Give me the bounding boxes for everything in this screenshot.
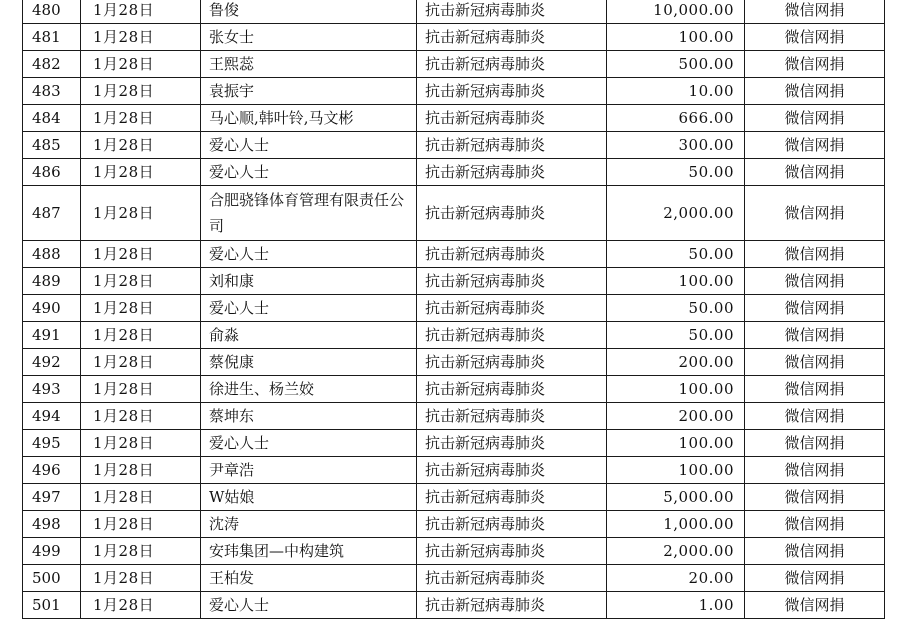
donation-method: 微信网捐	[745, 78, 885, 105]
donor-name: 王柏发	[201, 565, 417, 592]
donation-amount: 1.00	[607, 592, 745, 619]
table-row	[23, 349, 885, 376]
donation-method: 微信网捐	[745, 268, 885, 295]
donor-name: 蔡倪康	[201, 349, 417, 376]
donation-date: 1月28日	[81, 0, 201, 24]
donor-name: 爱心人士	[201, 159, 417, 186]
table-row	[23, 159, 885, 186]
row-number: 488	[23, 241, 81, 268]
table-row	[23, 511, 885, 538]
donation-date: 1月28日	[81, 457, 201, 484]
row-number: 481	[23, 24, 81, 51]
donation-purpose: 抗击新冠病毒肺炎	[417, 24, 607, 51]
table-row	[23, 484, 885, 511]
donation-method: 微信网捐	[745, 241, 885, 268]
donor-name: 刘和康	[201, 268, 417, 295]
row-number: 490	[23, 295, 81, 322]
donor-name: 徐进生、杨兰姣	[201, 376, 417, 403]
row-number: 496	[23, 457, 81, 484]
donation-date: 1月28日	[81, 403, 201, 430]
row-number: 480	[23, 0, 81, 24]
donation-method: 微信网捐	[745, 376, 885, 403]
row-number: 483	[23, 78, 81, 105]
row-number: 499	[23, 538, 81, 565]
table-row	[23, 457, 885, 484]
donation-date: 1月28日	[81, 268, 201, 295]
donation-amount: 500.00	[607, 51, 745, 78]
donation-amount: 50.00	[607, 295, 745, 322]
row-number: 492	[23, 349, 81, 376]
row-number: 501	[23, 592, 81, 619]
donation-purpose: 抗击新冠病毒肺炎	[417, 186, 607, 241]
row-number: 491	[23, 322, 81, 349]
donor-name: 合肥骁锋体育管理有限责任公司	[201, 186, 417, 241]
row-number: 486	[23, 159, 81, 186]
row-number: 493	[23, 376, 81, 403]
donation-purpose: 抗击新冠病毒肺炎	[417, 484, 607, 511]
table-row	[23, 322, 885, 349]
donor-name: 爱心人士	[201, 241, 417, 268]
donation-amount: 50.00	[607, 159, 745, 186]
table-row	[23, 186, 885, 241]
donation-method: 微信网捐	[745, 565, 885, 592]
row-number: 497	[23, 484, 81, 511]
donation-date: 1月28日	[81, 349, 201, 376]
donation-method: 微信网捐	[745, 159, 885, 186]
donation-method: 微信网捐	[745, 430, 885, 457]
donor-name: 爱心人士	[201, 430, 417, 457]
donation-amount: 100.00	[607, 376, 745, 403]
donation-method: 微信网捐	[745, 295, 885, 322]
donation-purpose: 抗击新冠病毒肺炎	[417, 538, 607, 565]
donor-name: 张女士	[201, 24, 417, 51]
donation-method: 微信网捐	[745, 105, 885, 132]
table-row	[23, 51, 885, 78]
donation-amount: 100.00	[607, 430, 745, 457]
donation-method: 微信网捐	[745, 457, 885, 484]
donation-method: 微信网捐	[745, 0, 885, 24]
donation-purpose: 抗击新冠病毒肺炎	[417, 105, 607, 132]
row-number: 498	[23, 511, 81, 538]
donation-purpose: 抗击新冠病毒肺炎	[417, 457, 607, 484]
table-row	[23, 430, 885, 457]
donation-purpose: 抗击新冠病毒肺炎	[417, 592, 607, 619]
donor-name: 马心顺,韩叶铃,马文彬	[201, 105, 417, 132]
donor-name: 蔡坤东	[201, 403, 417, 430]
donation-purpose: 抗击新冠病毒肺炎	[417, 565, 607, 592]
donation-amount: 2,000.00	[607, 538, 745, 565]
donation-purpose: 抗击新冠病毒肺炎	[417, 51, 607, 78]
table-row	[23, 565, 885, 592]
donation-amount: 200.00	[607, 403, 745, 430]
table-row	[23, 132, 885, 159]
donor-name: 爱心人士	[201, 295, 417, 322]
donation-date: 1月28日	[81, 376, 201, 403]
donation-purpose: 抗击新冠病毒肺炎	[417, 159, 607, 186]
donation-method: 微信网捐	[745, 511, 885, 538]
row-number: 500	[23, 565, 81, 592]
row-number: 487	[23, 186, 81, 241]
donation-date: 1月28日	[81, 295, 201, 322]
donation-amount: 20.00	[607, 565, 745, 592]
donation-purpose: 抗击新冠病毒肺炎	[417, 241, 607, 268]
donation-amount: 10,000.00	[607, 0, 745, 24]
donation-purpose: 抗击新冠病毒肺炎	[417, 403, 607, 430]
table-row	[23, 403, 885, 430]
donation-method: 微信网捐	[745, 322, 885, 349]
donation-amount: 666.00	[607, 105, 745, 132]
donation-method: 微信网捐	[745, 349, 885, 376]
donation-purpose: 抗击新冠病毒肺炎	[417, 376, 607, 403]
row-number: 482	[23, 51, 81, 78]
donation-method: 微信网捐	[745, 132, 885, 159]
donation-purpose: 抗击新冠病毒肺炎	[417, 268, 607, 295]
donation-date: 1月28日	[81, 565, 201, 592]
table-row	[23, 105, 885, 132]
donation-date: 1月28日	[81, 430, 201, 457]
donor-name: 俞淼	[201, 322, 417, 349]
table-row	[23, 24, 885, 51]
donation-amount: 100.00	[607, 24, 745, 51]
donor-name: 爱心人士	[201, 592, 417, 619]
donation-purpose: 抗击新冠病毒肺炎	[417, 78, 607, 105]
donation-purpose: 抗击新冠病毒肺炎	[417, 295, 607, 322]
donation-method: 微信网捐	[745, 484, 885, 511]
donation-purpose: 抗击新冠病毒肺炎	[417, 0, 607, 24]
donor-name: 鲁俊	[201, 0, 417, 24]
row-number: 494	[23, 403, 81, 430]
donation-date: 1月28日	[81, 24, 201, 51]
table-row	[23, 538, 885, 565]
donation-method: 微信网捐	[745, 24, 885, 51]
table-row	[23, 592, 885, 619]
donation-amount: 100.00	[607, 268, 745, 295]
donor-name: 安玮集团—中构建筑	[201, 538, 417, 565]
donation-amount: 1,000.00	[607, 511, 745, 538]
row-number: 495	[23, 430, 81, 457]
donation-date: 1月28日	[81, 241, 201, 268]
donation-method: 微信网捐	[745, 538, 885, 565]
donation-date: 1月28日	[81, 538, 201, 565]
table-row	[23, 295, 885, 322]
donor-name: W姑娘	[201, 484, 417, 511]
donation-date: 1月28日	[81, 51, 201, 78]
donation-date: 1月28日	[81, 105, 201, 132]
donor-name: 王熙蕊	[201, 51, 417, 78]
donation-date: 1月28日	[81, 132, 201, 159]
table-row	[23, 0, 885, 24]
row-number: 485	[23, 132, 81, 159]
row-number: 489	[23, 268, 81, 295]
donation-amount: 10.00	[607, 78, 745, 105]
donation-method: 微信网捐	[745, 51, 885, 78]
donor-name: 爱心人士	[201, 132, 417, 159]
row-number: 484	[23, 105, 81, 132]
donation-date: 1月28日	[81, 186, 201, 241]
donation-date: 1月28日	[81, 78, 201, 105]
donation-amount: 300.00	[607, 132, 745, 159]
donation-purpose: 抗击新冠病毒肺炎	[417, 430, 607, 457]
donation-method: 微信网捐	[745, 592, 885, 619]
donation-amount: 100.00	[607, 457, 745, 484]
donation-purpose: 抗击新冠病毒肺炎	[417, 511, 607, 538]
donation-method: 微信网捐	[745, 186, 885, 241]
donation-date: 1月28日	[81, 592, 201, 619]
donation-date: 1月28日	[81, 484, 201, 511]
donation-amount: 5,000.00	[607, 484, 745, 511]
donation-method: 微信网捐	[745, 403, 885, 430]
donation-amount: 50.00	[607, 241, 745, 268]
table-row	[23, 376, 885, 403]
donation-date: 1月28日	[81, 159, 201, 186]
table-row	[23, 78, 885, 105]
donor-name: 袁振宇	[201, 78, 417, 105]
donor-name: 尹章浩	[201, 457, 417, 484]
donation-amount: 2,000.00	[607, 186, 745, 241]
table-row	[23, 241, 885, 268]
donation-amount: 50.00	[607, 322, 745, 349]
donation-date: 1月28日	[81, 322, 201, 349]
donation-date: 1月28日	[81, 511, 201, 538]
donor-name: 沈涛	[201, 511, 417, 538]
donation-purpose: 抗击新冠病毒肺炎	[417, 322, 607, 349]
donation-amount: 200.00	[607, 349, 745, 376]
table-row	[23, 268, 885, 295]
donation-purpose: 抗击新冠病毒肺炎	[417, 349, 607, 376]
donation-table	[22, 0, 885, 619]
donation-purpose: 抗击新冠病毒肺炎	[417, 132, 607, 159]
